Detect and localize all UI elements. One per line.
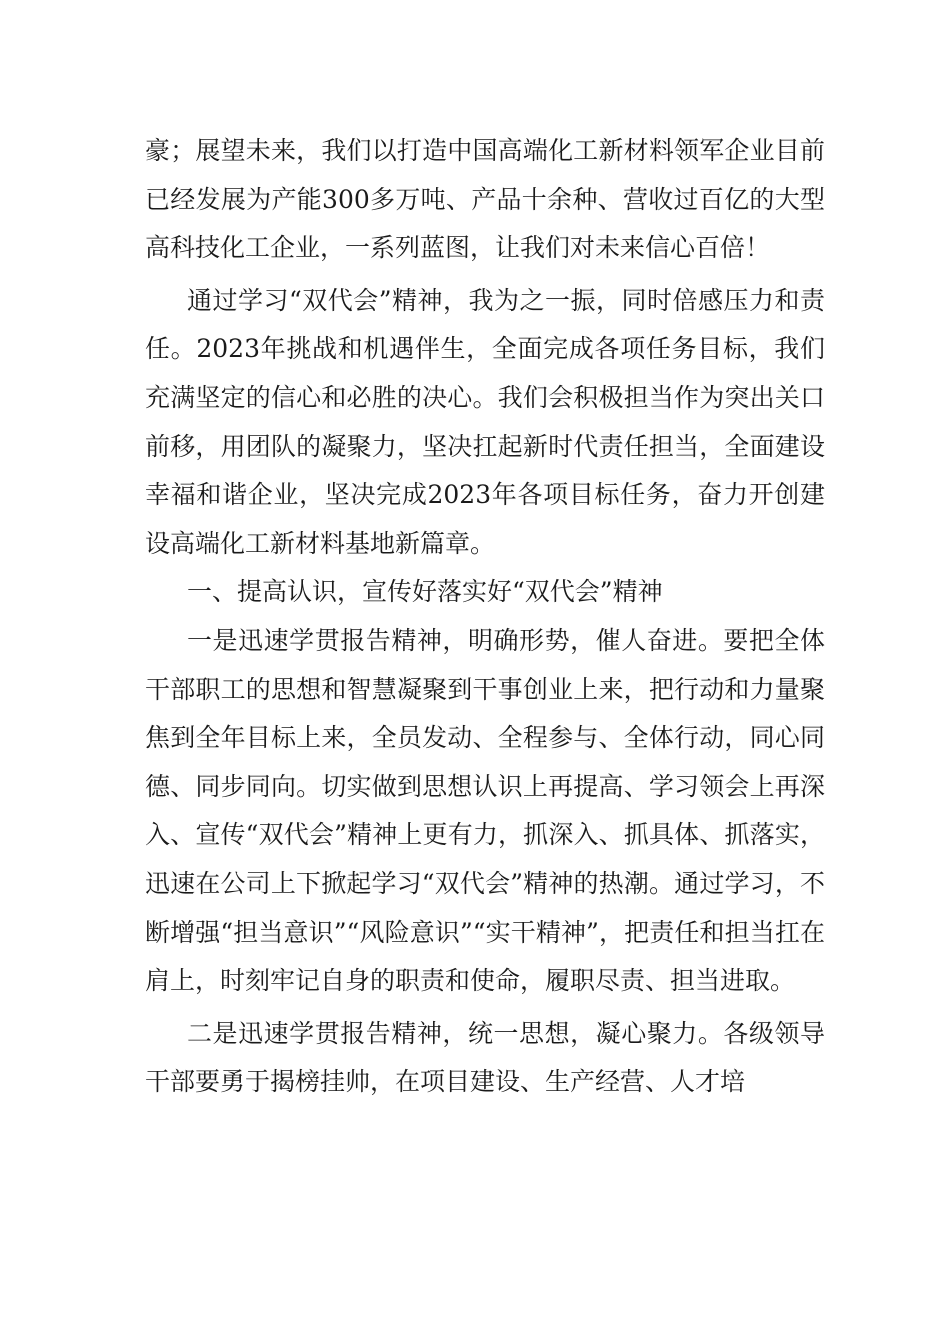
paragraph-point-two: 二是迅速学贯报告精神，统一思想，凝心聚力。各级领导干部要勇于揭榜挂帅，在项目建设、生产经营、人才培	[145, 1018, 825, 1097]
paragraph-continuation: 豪；展望未来，我们以打造中国高端化工新材料领军企业目前已经发展为产能300多万吨、产品十余种、营收过百亿的大型高科技化工企业，一系列蓝图，让我们对未来信心百倍！	[145, 136, 825, 263]
section-heading-one: 一、提高认识，宣传好落实好“双代会”精神	[187, 577, 663, 607]
paragraph-point-one: 一是迅速学贯报告精神，明确形势，催人奋进。要把全体干部职工的思想和智慧凝聚到干事创业上来，把行动和力量聚焦到全年目标上来，全员发动、全程参与、全体行动，同心同德、同步同向。切实做到思想认识上再提高、学习领会上再深入、宣传“双代会”精神上更有力，抓深入、抓具体、抓落实，迅速在公司上下掀起学习“双代会”精神的热潮。通过学习，不断增强“担当意识”“风险意识”“实干精神”，把责任和担当扛在肩上，时刻牢记自身的职责和使命，履职尽责、担当进取。	[145, 625, 825, 996]
paragraph-study-spirit: 通过学习“双代会”精神，我为之一振，同时倍感压力和责任。2023年挑战和机遇伴生，全面完成各项任务目标，我们充满坚定的信心和必胜的决心。我们会积极担当作为突出关口前移，用团队的凝聚力，坚决扛起新时代责任担当，全面建设幸福和谐企业，坚决完成2023年各项目标任务，奋力开创建设高端化工新材料基地新篇章。	[145, 285, 825, 558]
document-body	[145, 127, 825, 1107]
